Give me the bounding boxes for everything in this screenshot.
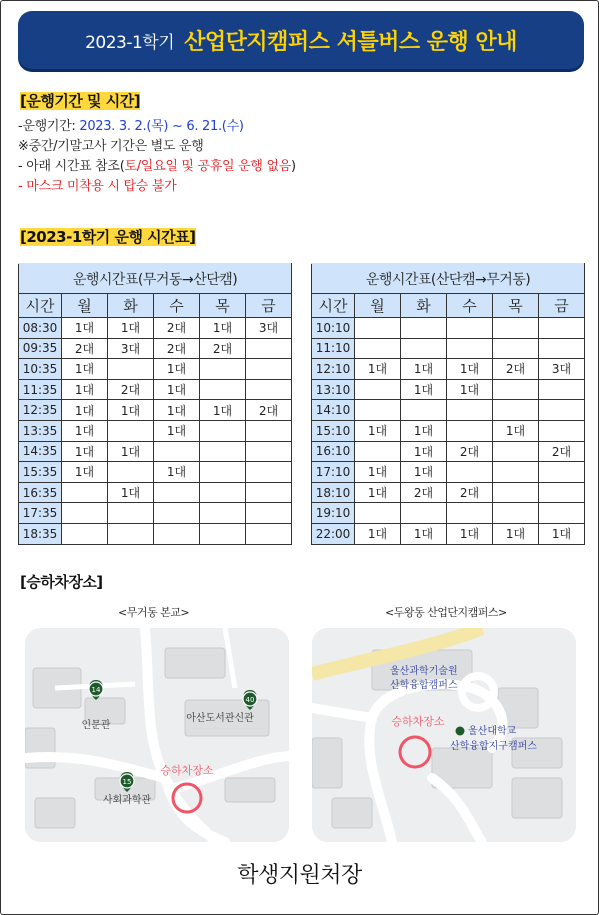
map-duwang-graphic xyxy=(312,628,576,842)
bus-count-cell xyxy=(200,420,246,441)
bus-count-cell xyxy=(246,503,292,524)
col-header-fri: 금 xyxy=(539,294,585,318)
time-cell: 11:35 xyxy=(19,379,62,400)
bus-count-cell xyxy=(493,482,539,503)
bus-count-cell: 1대 xyxy=(539,523,585,544)
time-cell: 17:10 xyxy=(312,462,355,483)
bus-count-cell xyxy=(355,503,401,524)
bus-count-cell: 2대 xyxy=(493,359,539,380)
bus-count-cell xyxy=(493,318,539,339)
bus-count-cell: 2대 xyxy=(200,338,246,359)
bus-count-cell: 2대 xyxy=(447,441,493,462)
bus-count-cell: 1대 xyxy=(62,379,108,400)
bus-count-cell: 2대 xyxy=(246,400,292,421)
bus-count-cell: 1대 xyxy=(154,462,200,483)
bus-count-cell: 2대 xyxy=(539,441,585,462)
marker-40-label: 40 xyxy=(245,696,255,704)
bus-count-cell: 1대 xyxy=(447,359,493,380)
table-row xyxy=(19,338,292,359)
bus-count-cell xyxy=(246,359,292,380)
bus-count-cell xyxy=(447,503,493,524)
time-cell: 12:35 xyxy=(19,400,62,421)
building-label: 사회과학관 xyxy=(102,795,152,806)
map-mugeo-campus[interactable] xyxy=(25,628,289,842)
bus-count-cell: 1대 xyxy=(154,420,200,441)
bus-count-cell: 1대 xyxy=(154,400,200,421)
bus-count-cell xyxy=(62,523,108,544)
campus-name-1: 울산과학기술원 xyxy=(390,666,458,677)
table-row xyxy=(312,523,585,544)
bus-count-cell xyxy=(539,482,585,503)
section-stops-title: [승하차장소] xyxy=(20,573,103,591)
col-header-thu: 목 xyxy=(493,294,539,318)
bus-count-cell xyxy=(355,400,401,421)
info-period: -운행기간: 2023. 3. 2.(목) ~ 6. 21.(수) xyxy=(18,119,244,134)
time-cell: 10:10 xyxy=(312,318,355,339)
bus-count-cell xyxy=(539,400,585,421)
bus-count-cell: 1대 xyxy=(355,359,401,380)
marker-14-label: 14 xyxy=(91,686,101,694)
bus-count-cell: 3대 xyxy=(246,318,292,339)
bus-count-cell xyxy=(447,318,493,339)
bus-count-cell xyxy=(355,379,401,400)
timetable-sandan-to-mugeo xyxy=(311,263,585,545)
bus-count-cell xyxy=(200,462,246,483)
bus-count-cell xyxy=(200,523,246,544)
time-cell: 16:10 xyxy=(312,441,355,462)
bus-count-cell: 1대 xyxy=(108,318,154,339)
section-period-title: [운행기간 및 시간] xyxy=(20,92,141,110)
time-cell: 10:35 xyxy=(19,359,62,380)
bus-count-cell: 1대 xyxy=(62,318,108,339)
bus-count-cell xyxy=(447,400,493,421)
bus-count-cell xyxy=(246,420,292,441)
bus-count-cell xyxy=(401,400,447,421)
timetable-caption: 운행시간표(산단캠→무거동) xyxy=(312,264,585,294)
bus-count-cell xyxy=(401,503,447,524)
table-row xyxy=(19,462,292,483)
table-row xyxy=(312,400,585,421)
bus-count-cell: 1대 xyxy=(154,379,200,400)
timetable-mugeo-to-sandan xyxy=(18,263,292,545)
bus-count-cell xyxy=(493,503,539,524)
col-header-thu: 목 xyxy=(200,294,246,318)
time-cell: 12:10 xyxy=(312,359,355,380)
time-cell: 16:35 xyxy=(19,482,62,503)
bus-count-cell xyxy=(539,420,585,441)
time-cell: 14:10 xyxy=(312,400,355,421)
table-row xyxy=(312,462,585,483)
bus-count-cell xyxy=(108,462,154,483)
bus-count-cell xyxy=(154,482,200,503)
bus-count-cell xyxy=(401,338,447,359)
table-row xyxy=(19,379,292,400)
info-exam-note: ※중간/기말고사 기간은 별도 운행 xyxy=(18,139,204,154)
time-cell: 17:35 xyxy=(19,503,62,524)
bus-count-cell: 1대 xyxy=(447,379,493,400)
col-header-wed: 수 xyxy=(154,294,200,318)
table-row xyxy=(19,318,292,339)
table-row xyxy=(19,420,292,441)
bus-count-cell: 1대 xyxy=(355,420,401,441)
bus-count-cell: 1대 xyxy=(401,441,447,462)
bus-count-cell: 1대 xyxy=(493,420,539,441)
time-cell: 18:35 xyxy=(19,523,62,544)
bus-count-cell xyxy=(493,379,539,400)
time-cell: 13:10 xyxy=(312,379,355,400)
table-row xyxy=(312,420,585,441)
bus-count-cell xyxy=(447,420,493,441)
stop-label-mugeo: <무거동 본교> xyxy=(118,606,190,619)
table-row xyxy=(19,400,292,421)
stop-marker-label: 승하차장소 xyxy=(160,764,214,777)
table-row xyxy=(19,482,292,503)
table-row xyxy=(19,359,292,380)
bus-count-cell: 1대 xyxy=(62,462,108,483)
univ-name-2: 산학융합지구캠퍼스 xyxy=(450,741,537,752)
bus-count-cell: 1대 xyxy=(62,441,108,462)
bus-count-cell xyxy=(539,379,585,400)
info-block xyxy=(18,117,296,197)
bus-count-cell xyxy=(246,379,292,400)
map-duwang-campus[interactable] xyxy=(312,628,576,842)
univ-marker-icon xyxy=(456,727,465,736)
bus-count-cell xyxy=(401,318,447,339)
bus-count-cell xyxy=(493,400,539,421)
bus-count-cell xyxy=(447,338,493,359)
bus-count-cell xyxy=(200,503,246,524)
bus-count-cell: 1대 xyxy=(154,359,200,380)
time-cell: 22:00 xyxy=(312,523,355,544)
bus-count-cell xyxy=(108,503,154,524)
bus-count-cell xyxy=(539,318,585,339)
bus-count-cell xyxy=(154,441,200,462)
time-cell: 15:35 xyxy=(19,462,62,483)
bus-count-cell xyxy=(493,441,539,462)
bus-count-cell xyxy=(355,318,401,339)
period-dates: 2023. 3. 2.(목) ~ 6. 21.(수) xyxy=(79,119,244,134)
bus-count-cell: 1대 xyxy=(401,379,447,400)
col-header-tue: 화 xyxy=(108,294,154,318)
time-cell: 18:10 xyxy=(312,482,355,503)
stop-label-duwang: <두왕동 산업단지캠퍼스> xyxy=(385,606,507,619)
bus-count-cell: 1대 xyxy=(62,420,108,441)
bus-count-cell: 1대 xyxy=(401,462,447,483)
bus-count-cell xyxy=(246,482,292,503)
table-row xyxy=(312,503,585,524)
map-mugeo-graphic xyxy=(25,628,289,842)
bus-count-cell xyxy=(539,503,585,524)
bus-count-cell: 1대 xyxy=(401,420,447,441)
stop-marker-label: 승하차장소 xyxy=(391,715,445,728)
bus-count-cell: 1대 xyxy=(401,523,447,544)
col-header-time: 시간 xyxy=(312,294,355,318)
time-cell: 13:35 xyxy=(19,420,62,441)
bus-count-cell xyxy=(493,462,539,483)
col-header-mon: 월 xyxy=(62,294,108,318)
bus-count-cell: 1대 xyxy=(200,318,246,339)
bus-count-cell xyxy=(539,338,585,359)
bus-count-cell xyxy=(62,503,108,524)
col-header-wed: 수 xyxy=(447,294,493,318)
bus-count-cell: 1대 xyxy=(401,359,447,380)
bus-count-cell: 2대 xyxy=(401,482,447,503)
bus-count-cell: 1대 xyxy=(108,400,154,421)
bus-count-cell: 1대 xyxy=(108,482,154,503)
table-row xyxy=(312,359,585,380)
building-label: 인문관 xyxy=(81,720,111,731)
header-semester: 2023-1학기 xyxy=(85,32,175,53)
table-row xyxy=(19,503,292,524)
bus-count-cell xyxy=(246,441,292,462)
table-row xyxy=(19,523,292,544)
time-cell: 09:35 xyxy=(19,338,62,359)
bus-count-cell xyxy=(355,441,401,462)
time-cell: 15:10 xyxy=(312,420,355,441)
bus-count-cell xyxy=(154,503,200,524)
time-cell: 19:10 xyxy=(312,503,355,524)
bus-count-cell xyxy=(108,359,154,380)
col-header-mon: 월 xyxy=(355,294,401,318)
campus-name-2: 산학융합캠퍼스 xyxy=(390,680,458,691)
bus-count-cell: 1대 xyxy=(62,400,108,421)
bus-count-cell: 2대 xyxy=(154,318,200,339)
bus-count-cell: 1대 xyxy=(200,400,246,421)
table-row xyxy=(312,482,585,503)
time-cell: 11:10 xyxy=(312,338,355,359)
section-schedule-title: [2023-1학기 운행 시간표] xyxy=(20,228,196,246)
time-cell: 08:30 xyxy=(19,318,62,339)
bus-count-cell xyxy=(62,482,108,503)
table-row xyxy=(312,379,585,400)
bus-count-cell xyxy=(108,523,154,544)
bus-count-cell xyxy=(493,338,539,359)
univ-name-1: 울산대학교 xyxy=(468,726,517,737)
page-header xyxy=(18,11,584,69)
bus-count-cell xyxy=(200,482,246,503)
building-label: 아산도서관신관 xyxy=(186,713,254,724)
table-row xyxy=(312,338,585,359)
bus-count-cell: 2대 xyxy=(447,482,493,503)
table-row xyxy=(312,318,585,339)
footer-org: 학생지원처장 xyxy=(237,863,362,888)
info-weekend-note: - 아래 시간표 참조(토/일요일 및 공휴일 운행 없음) xyxy=(18,159,296,174)
bus-count-cell: 1대 xyxy=(355,482,401,503)
bus-count-cell xyxy=(108,420,154,441)
bus-count-cell: 1대 xyxy=(447,523,493,544)
bus-count-cell: 2대 xyxy=(154,338,200,359)
bus-count-cell: 1대 xyxy=(108,441,154,462)
bus-count-cell xyxy=(200,441,246,462)
bus-count-cell: 2대 xyxy=(108,379,154,400)
bus-count-cell: 1대 xyxy=(62,359,108,380)
time-cell: 14:35 xyxy=(19,441,62,462)
bus-count-cell: 1대 xyxy=(493,523,539,544)
table-row xyxy=(19,441,292,462)
info-mask-note: - 마스크 미착용 시 탑승 불가 xyxy=(18,179,177,194)
bus-count-cell xyxy=(200,379,246,400)
col-header-fri: 금 xyxy=(246,294,292,318)
table-row xyxy=(312,441,585,462)
bus-count-cell: 1대 xyxy=(355,523,401,544)
bus-count-cell xyxy=(447,462,493,483)
timetable-caption: 운행시간표(무거동→산단캠) xyxy=(19,264,292,294)
bus-count-cell xyxy=(539,462,585,483)
bus-count-cell: 2대 xyxy=(62,338,108,359)
header-title: 산업단지캠퍼스 셔틀버스 운행 안내 xyxy=(184,29,517,55)
bus-count-cell xyxy=(355,338,401,359)
col-header-time: 시간 xyxy=(19,294,62,318)
bus-count-cell: 3대 xyxy=(539,359,585,380)
col-header-tue: 화 xyxy=(401,294,447,318)
bus-count-cell xyxy=(154,523,200,544)
bus-count-cell xyxy=(246,523,292,544)
bus-count-cell xyxy=(246,462,292,483)
marker-15-label: 15 xyxy=(122,778,132,786)
bus-count-cell: 1대 xyxy=(355,462,401,483)
bus-count-cell xyxy=(200,359,246,380)
bus-count-cell: 3대 xyxy=(108,338,154,359)
bus-count-cell xyxy=(246,338,292,359)
